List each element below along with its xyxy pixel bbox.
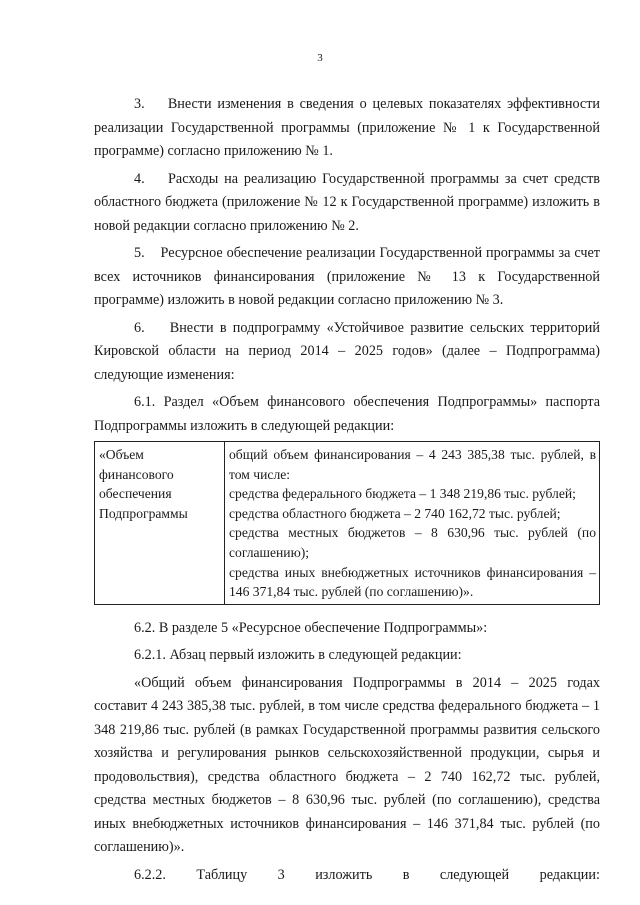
paragraph-item-6: 6. Внести в подпрограмму «Устойчивое развитие сельских территорий Кировской области на период 2014 – 2025 годов» (далее – Подпрограмма) следующие изменения: [94,319,600,383]
table-line: общий объем финансирования – 4 243 385,38 тыс. рублей, в том числе: [229,447,596,482]
word: Таблицу [196,866,248,883]
table-line: средства федерального бюджета – 1 348 219,86 тыс. рублей; [229,486,576,502]
table-value-cell [225,442,600,605]
word: изложить [315,866,373,883]
word: 6.2.2. [134,866,166,883]
paragraph-item-5: 5. Ресурсное обеспечение реализации Государственной программы за счет всех источников финансирования (приложение № 13 к Государственной программе) изложить в новой редакции согласно приложению № 3. [94,245,600,308]
table-row [95,442,600,605]
table-line: средства областного бюджета – 2 740 162,72 тыс. рублей; [229,505,561,521]
table-line: средства местных бюджетов – 8 630,96 тыс. рублей (по соглашению); [229,525,596,560]
word: следующей [439,866,510,883]
table-line: средства иных внебюджетных источников финансирования – 146 371,84 тыс. рублей (по соглашению)». [229,564,596,600]
table-label-cell: «Объем финансового обеспечения Подпрограммы [95,442,225,605]
paragraph-item-6-2: 6.2. В разделе 5 «Ресурсное обеспечение Подпрограммы»: [134,619,488,636]
paragraph-item-3: 3. Внести изменения в сведения о целевых показателях эффективности реализации Государственной программы (приложение № 1 к Государственной программе) согласно приложению № 1. [94,96,601,159]
paragraph-item-4: 4. Расходы на реализацию Государственной программы за счет средств областного бюджета (приложение № 12 к Государственной программе) изложить в новой редакции согласно приложению № 2. [94,170,601,234]
document-body [94,93,600,887]
page-number: 3 [317,52,323,64]
word: в [402,866,410,883]
word: 3 [277,866,285,883]
word: редакции: [539,866,600,883]
paragraph-quote: «Общий объем финансирования Подпрограммы в 2014 – 2025 годах составит 4 243 385,38 тыс. рублей, в том числе средства федерального бюджета – 1 348 219,86 тыс. рублей (в рамках Государственной программы развития сельского хозяйства и регулирования рынков сельскохозяйственной продукции, сырья и продовольствия), средства областного бюджета – 2 740 162,72 тыс. рублей, средства местных бюджетов – 8 630,96 тыс. рублей (по соглашению), средства иных внебюджетных источников финансирования – 146 371,84 тыс. рублей (по соглашению)». [94,674,600,856]
financing-table [94,441,600,605]
paragraph-item-6-2-1: 6.2.1. Абзац первый изложить в следующей редакции: [134,647,462,664]
paragraph-item-6-2-2 [94,864,600,888]
paragraph-item-6-1: 6.1. Раздел «Объем финансового обеспечения Подпрограммы» паспорта Подпрограммы изложить в следующей редакции: [94,394,600,434]
